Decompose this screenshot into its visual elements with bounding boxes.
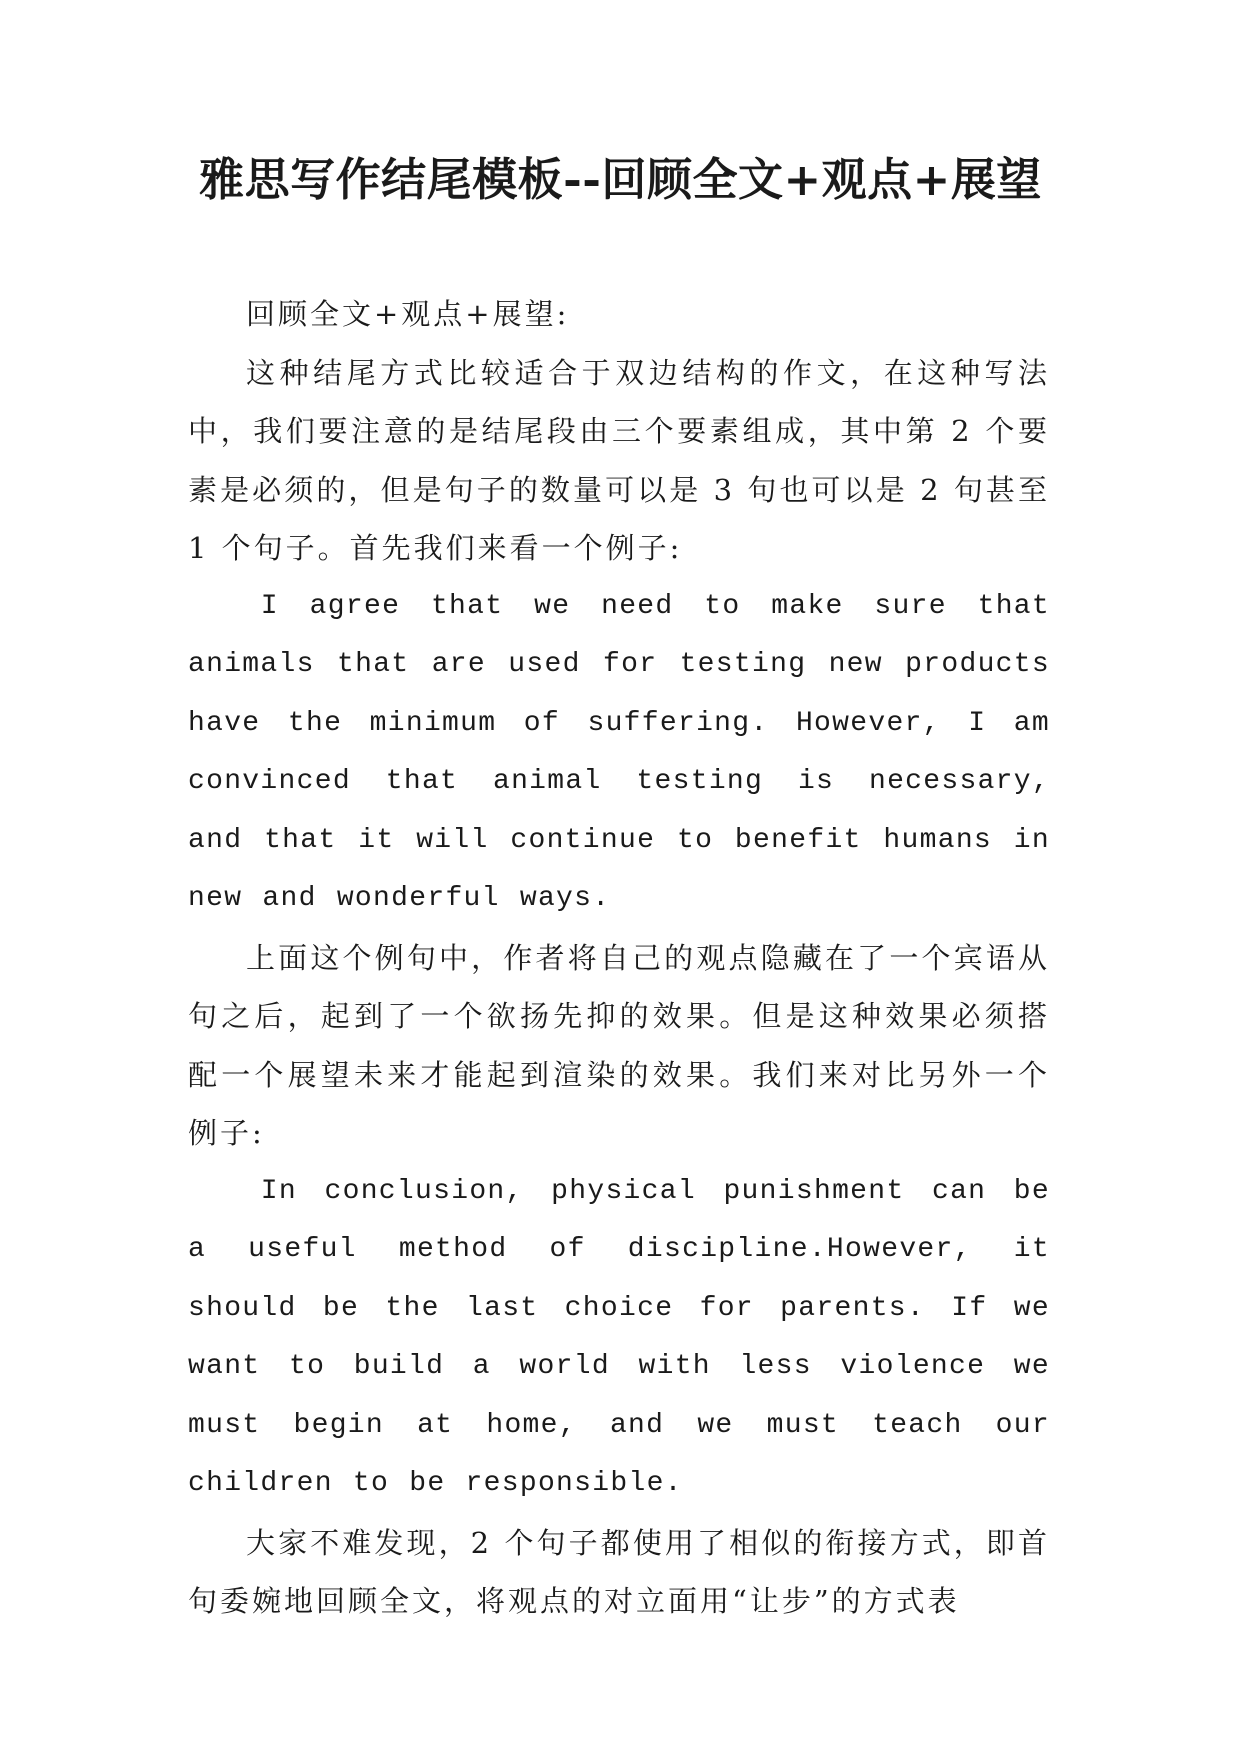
- example-paragraph-1: I agree that we need to make sure that animals that are used for testing new products have the minimum of suffering. However, I am convinced that animal testing is necessary, and that it will continue to benefit humans in new and wonderful ways.: [188, 590, 1050, 914]
- example-paragraph-2: In conclusion, physical punishment can be a useful method of discipline.However, it should be the last choice for parents. If we want to build a world with less violence we must begin at home, and we must teach our children to be responsible.: [188, 1175, 1050, 1499]
- document-title: 雅思写作结尾模板--回顾全文+观点+展望: [199, 153, 1042, 206]
- summary-paragraph: 大家不难发现，2 个句子都使用了相似的衔接方式，即首句委婉地回顾全文，将观点的对立面用“让步”的方式表: [188, 1525, 1050, 1618]
- intro-paragraph: 这种结尾方式比较适合于双边结构的作文，在这种写法中，我们要注意的是结尾段由三个要素组成，其中第 2 个要素是必须的，但是句子的数量可以是 3 句也可以是 2 句甚至 1 个句子。首先我们来看一个例子:: [188, 355, 1050, 565]
- analysis-paragraph: 上面这个例句中，作者将自己的观点隐藏在了一个宾语从句之后，起到了一个欲扬先抑的效果。但是这种效果必须搭配一个展望未来才能起到渲染的效果。我们来对比另外一个例子:: [188, 940, 1050, 1150]
- section-heading: 回顾全文+观点+展望:: [246, 297, 570, 331]
- document-body: [188, 285, 1050, 1631]
